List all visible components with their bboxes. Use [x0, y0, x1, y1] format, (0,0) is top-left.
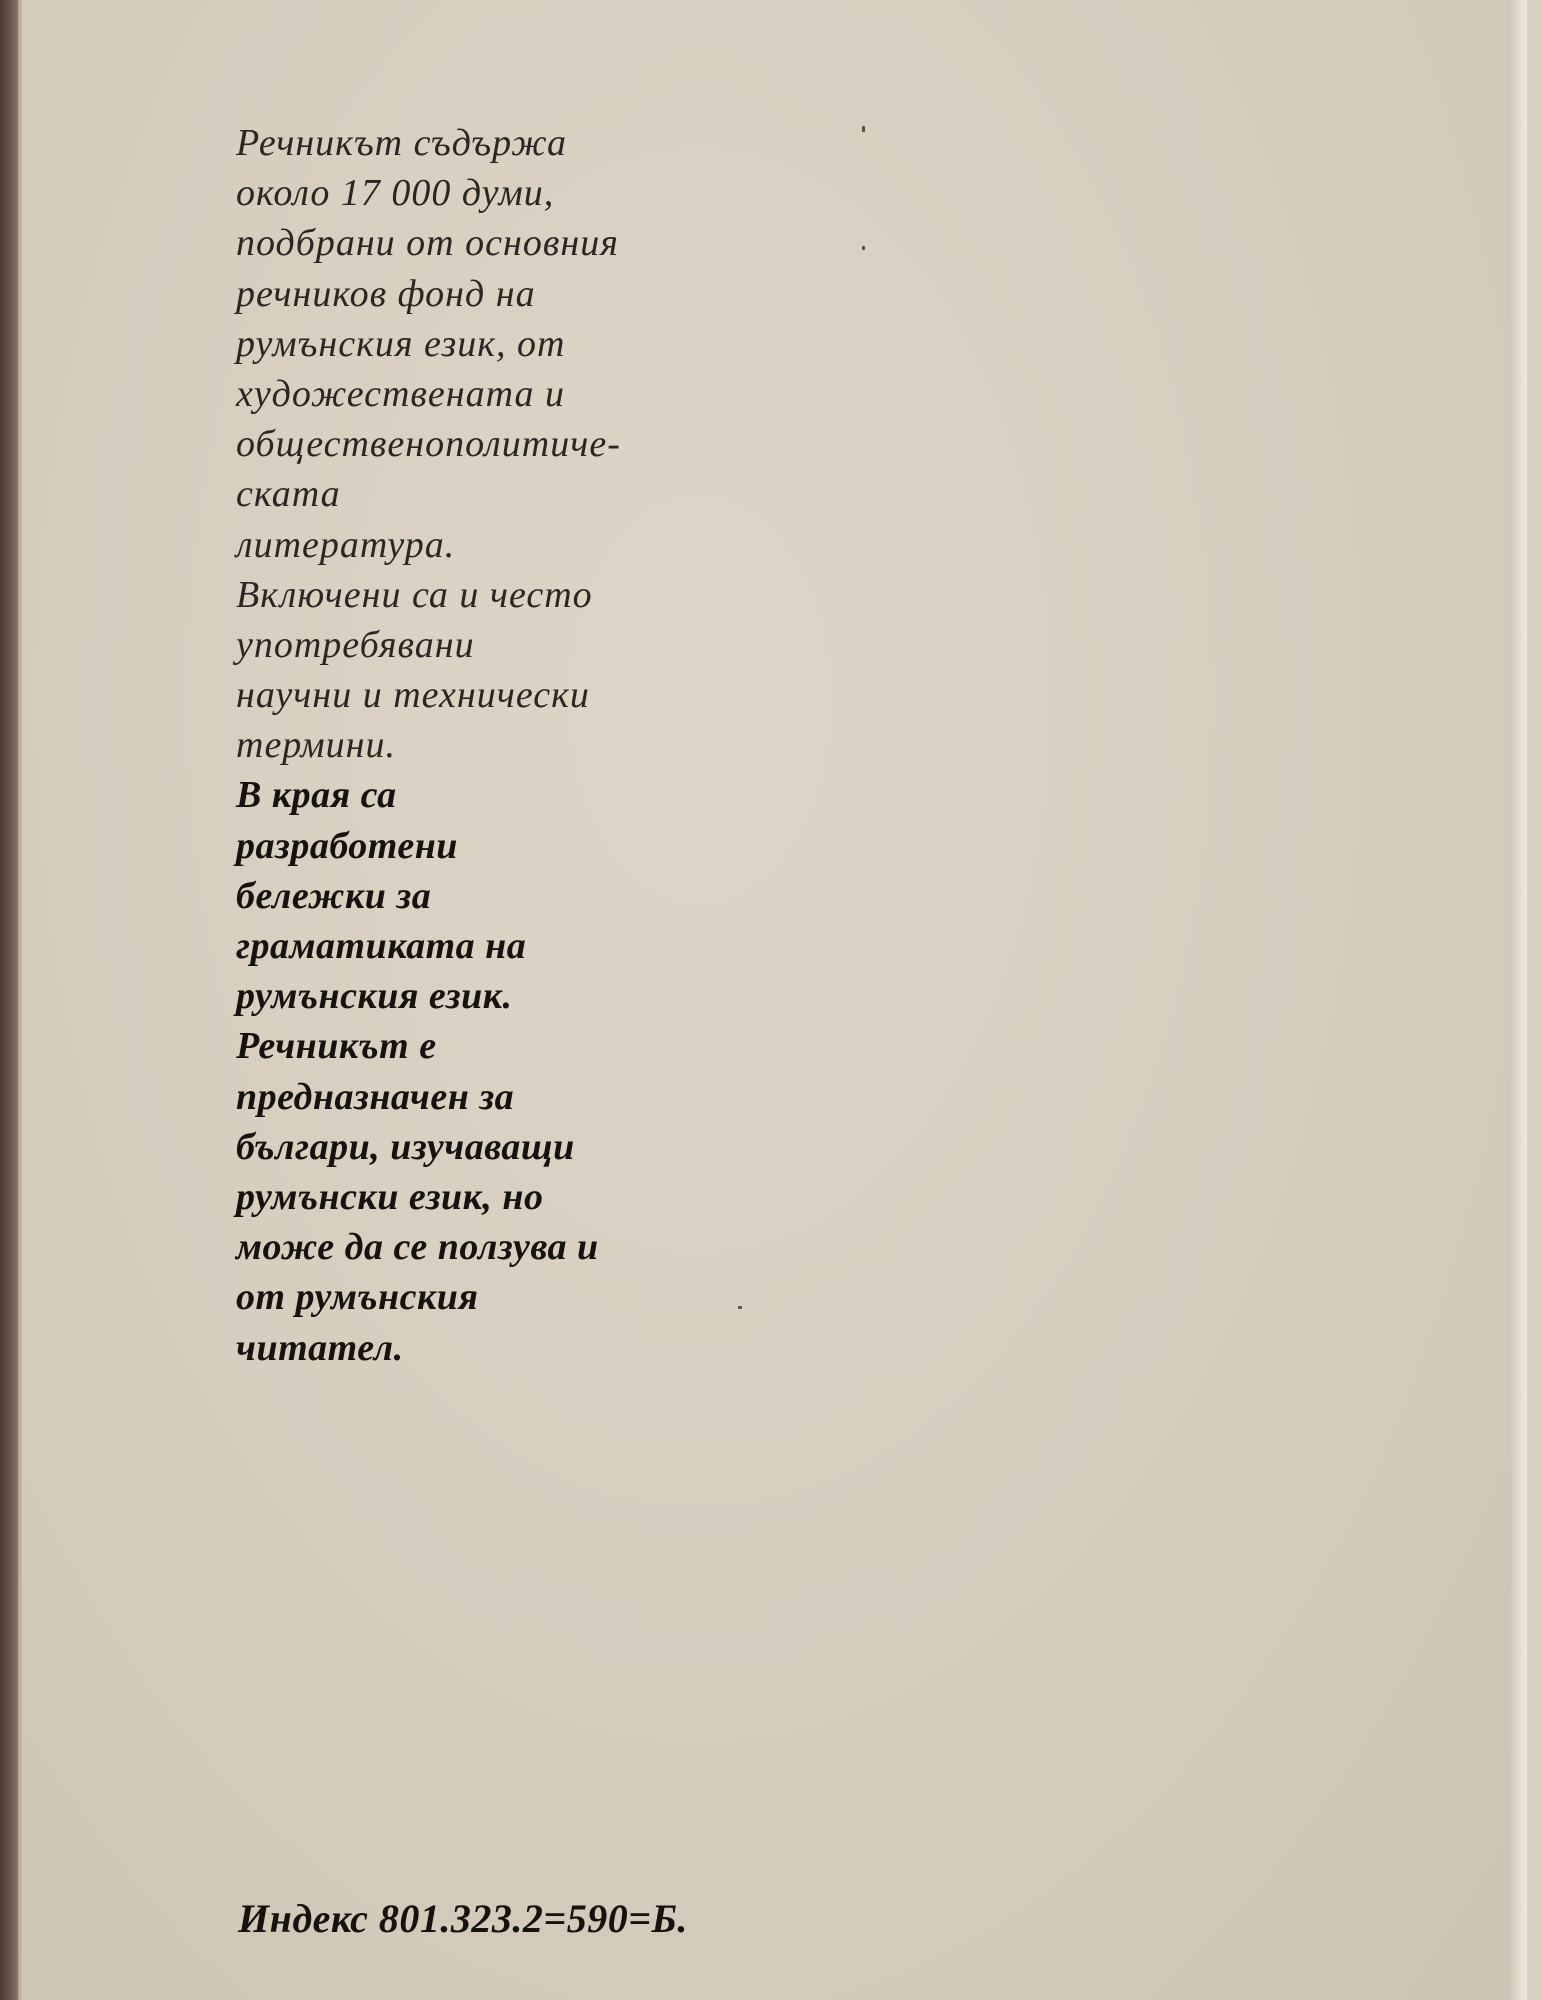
blurb-line: румънски език, но	[236, 1175, 544, 1218]
blurb-line: може да се ползува и	[236, 1226, 599, 1269]
blurb-line: граматиката на	[236, 925, 527, 967]
blurb-line: подбрани от основния	[236, 222, 619, 265]
blurb-line: Включени са и често	[236, 573, 593, 616]
page-right-edge	[1509, 0, 1527, 2000]
blurb-line: Речникът е	[236, 1025, 437, 1068]
blurb-line: предназначен за	[236, 1075, 515, 1118]
blurb-line: научни и технически	[236, 674, 590, 717]
blurb-line: В края са	[236, 774, 397, 817]
blurb-line: около 17 000 думи,	[236, 172, 555, 215]
page-speck	[862, 246, 865, 250]
index-code: Индекс 801.323.2=590=Б.	[238, 1896, 688, 1941]
blurb-line: румънския език.	[236, 975, 513, 1018]
blurb-line: употребявани	[236, 623, 475, 666]
blurb-line: ската	[236, 473, 341, 516]
blurb-line: общественополитиче-	[236, 423, 621, 466]
blurb-text	[236, 118, 796, 1373]
blurb-line: речников фонд на	[236, 272, 536, 315]
blurb-line: художествената и	[236, 372, 566, 415]
blurb-line: румънския език, от	[236, 322, 566, 365]
blurb-line: читател.	[236, 1326, 404, 1369]
blurb-line: бележки за	[236, 874, 432, 917]
blurb-line: от румънския	[236, 1276, 479, 1319]
blurb-line: Речникът съдържа	[236, 122, 568, 164]
blurb-line: литература.	[236, 523, 456, 566]
blurb-line: термини.	[236, 724, 397, 767]
blurb-line: българи, изучаващи	[236, 1125, 575, 1168]
page-speck	[862, 126, 865, 132]
blurb-line: разработени	[236, 824, 458, 867]
book-binding-strip	[0, 0, 18, 2000]
